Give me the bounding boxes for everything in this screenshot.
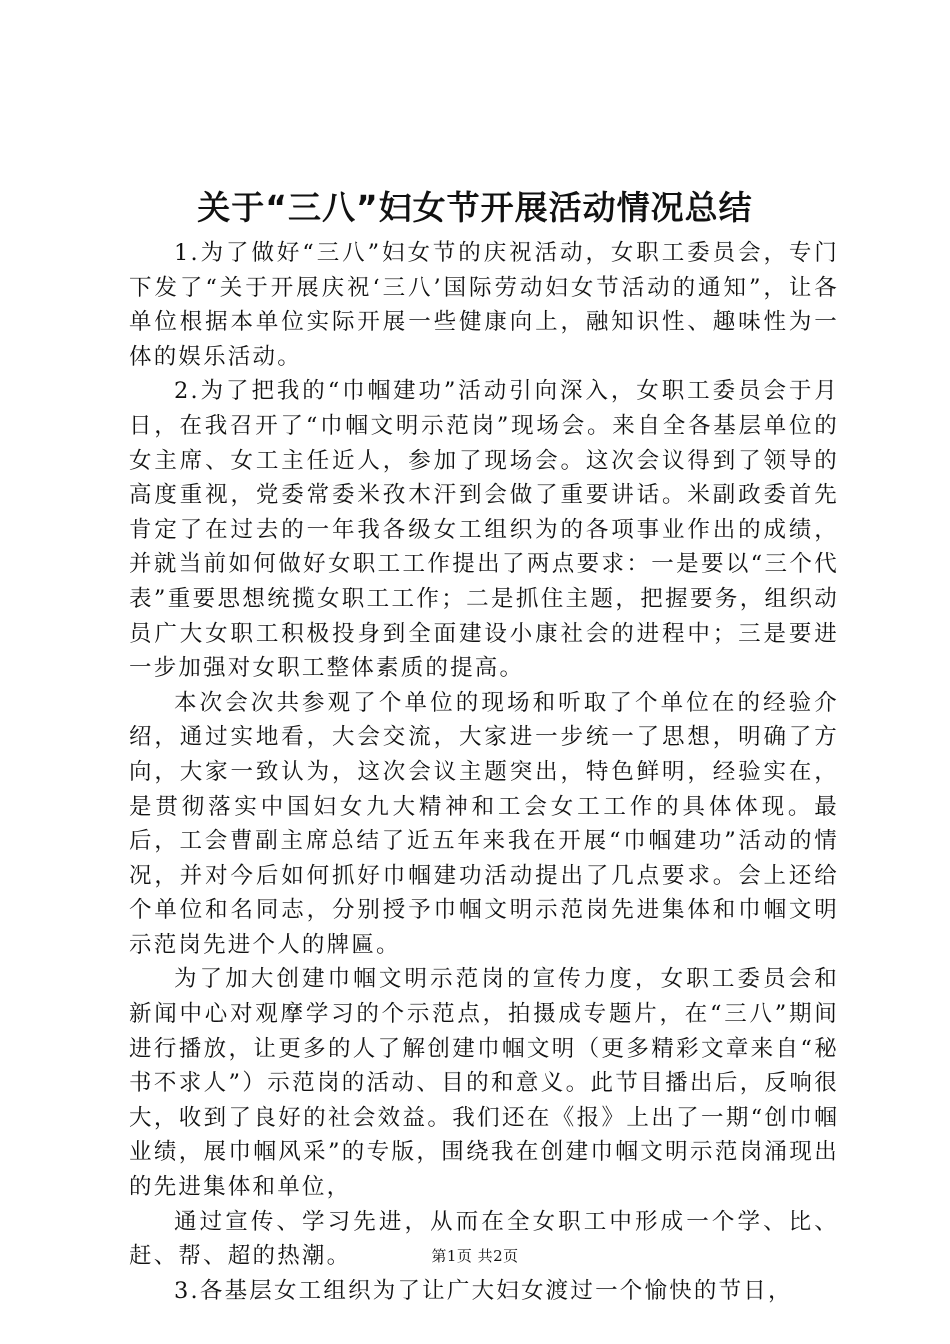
document-body xyxy=(129,236,839,1308)
paragraph-2: 2.为了把我的“巾帼建功”活动引向深入，女职工委员会于月日，在我召开了“巾帼文明示范岗”现场会。来自全各基层单位的女主席、女工主任近人，参加了现场会。这次会议得到了领导的高度重视，党委常委米孜木汗到会做了重要讲话。米副政委首先肯定了在过去的一年我各级女工组织为的各项事业作出的成绩，并就当前如何做好女职工工作提出了两点要求：一是要以“三个代表”重要思想统揽女职工工作；二是抓住主题，把握要务，组织动员广大女职工积极投身到全面建设小康社会的进程中；三是要进一步加强对女职工整体素质的提高。 xyxy=(129,378,839,682)
document-title: 关于“三八”妇女节开展活动情况总结 xyxy=(197,188,753,227)
paragraph-6: 3.各基层女工组织为了让广大妇女渡过一个愉快的节日， xyxy=(174,1277,793,1304)
page-number-footer: 第1页 共2页 xyxy=(431,1247,519,1265)
paragraph-5: 通过宣传、学习先进，从而在全女职工中形成一个学、比、赶、帮、超的热潮。 xyxy=(129,1208,839,1270)
paragraph-3: 本次会次共参观了个单位的现场和听取了个单位在的经验介绍，通过实地看，大会交流，大家进一步统一了思想，明确了方向，大家一致认为，这次会议主题突出，特色鲜明，经验实在，是贯彻落实中国妇女九大精神和工会女工工作的具体体现。最后，工会曹副主席总结了近五年来我在开展“巾帼建功”活动的情况，并对今后如何抓好巾帼建功活动提出了几点要求。会上还给个单位和名同志，分别授予巾帼文明示范岗先进集体和巾帼文明示范岗先进个人的牌匾。 xyxy=(129,689,839,958)
paragraph-4: 为了加大创建巾帼文明示范岗的宣传力度，女职工委员会和新闻中心对观摩学习的个示范点，拍摄成专题片，在“三八”期间进行播放，让更多的人了解创建巾帼文明（更多精彩文章来自“秘书不求人”）示范岗的活动、目的和意义。此节目播出后，反响很大，收到了良好的社会效益。我们还在《报》上出了一期“创巾帼业绩，展巾帼风采”的专版，围绕我在创建巾帼文明示范岗涌现出的先进集体和单位， xyxy=(129,966,839,1201)
paragraph-1: 1.为了做好“三八”妇女节的庆祝活动，女职工委员会，专门下发了“关于开展庆祝‘三八’国际劳动妇女节活动的通知”，让各单位根据本单位实际开展一些健康向上，融知识性、趣味性为一体的娱乐活动。 xyxy=(129,240,839,370)
